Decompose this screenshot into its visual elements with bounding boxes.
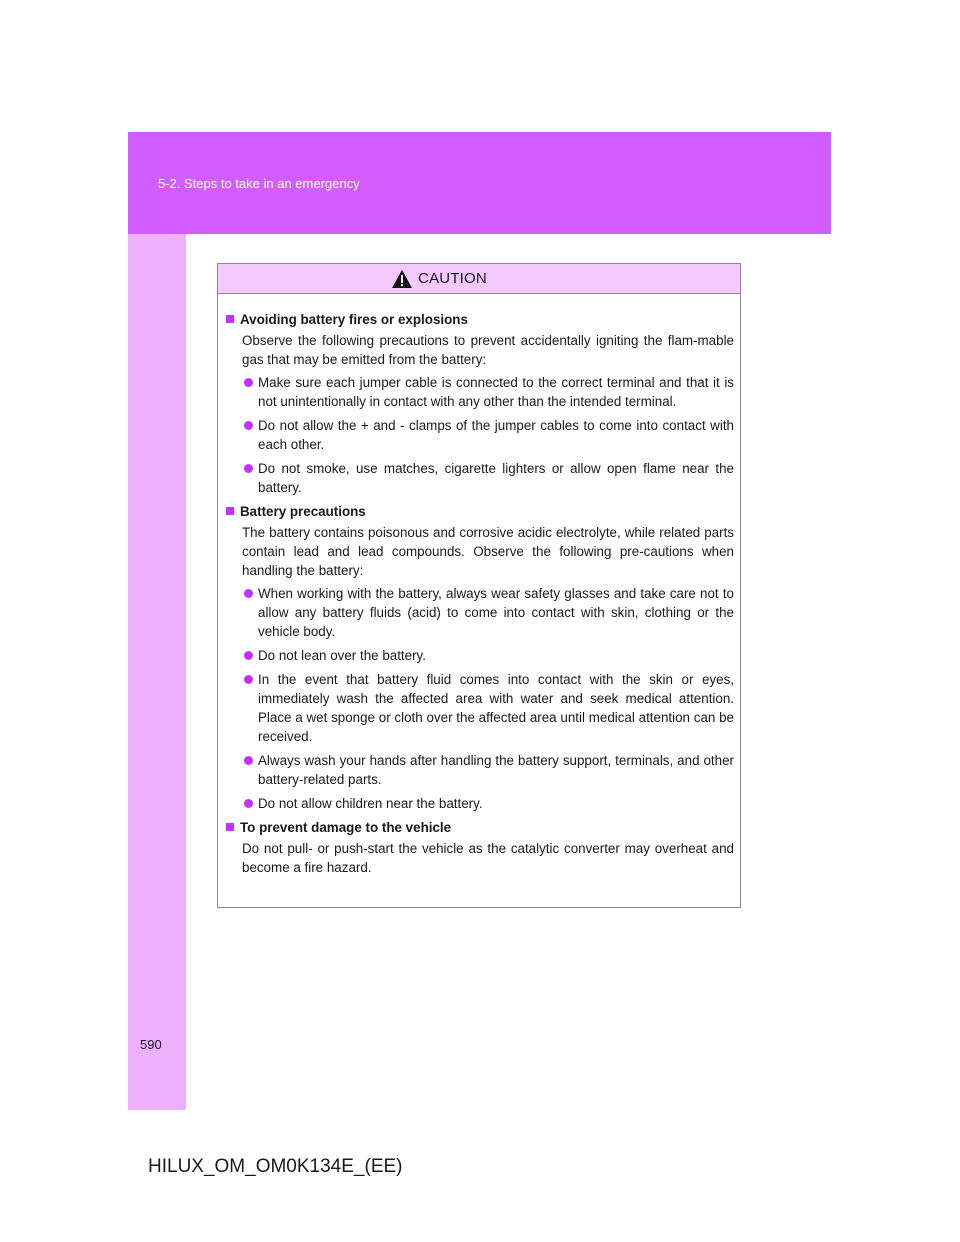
list-item — [242, 794, 734, 813]
list-item — [242, 459, 734, 497]
circle-bullet-icon — [244, 756, 253, 765]
section-paragraph: Observe the following precautions to prevent accidentally igniting the flam-mable gas that may be emitted from the battery: — [242, 333, 734, 367]
list-item — [242, 373, 734, 411]
section-paragraph: The battery contains poisonous and corrosive acidic electrolyte, while related parts contain lead and lead compounds. Observe the following pre-cautions when handling the battery: — [242, 525, 734, 578]
document-id: HILUX_OM_OM0K134E_(EE) — [148, 1156, 403, 1177]
section-heading-text: Avoiding battery fires or explosions — [240, 312, 468, 327]
circle-bullet-icon — [244, 799, 253, 808]
list-item — [242, 416, 734, 454]
circle-bullet-icon — [244, 464, 253, 473]
section-heading — [226, 502, 734, 521]
circle-bullet-icon — [244, 378, 253, 387]
circle-bullet-icon — [244, 651, 253, 660]
list-item-text: Always wash your hands after handling the battery support, terminals, and other battery-related parts. — [258, 753, 734, 787]
list-item-text: Make sure each jumper cable is connected to the correct terminal and that it is not unintentionally in contact with any other than the intended terminal. — [258, 375, 734, 409]
section-heading-text: Battery precautions — [240, 504, 366, 519]
page-number: 590 — [140, 1037, 162, 1052]
circle-bullet-icon — [244, 675, 253, 684]
list-item — [242, 751, 734, 789]
circle-bullet-icon — [244, 589, 253, 598]
section-heading — [226, 310, 734, 329]
square-bullet-icon — [226, 823, 234, 831]
caution-body — [218, 294, 740, 877]
caution-title: CAUTION — [418, 270, 487, 287]
list-item — [242, 584, 734, 641]
square-bullet-icon — [226, 315, 234, 323]
caution-section — [226, 310, 734, 497]
list-item-text: When working with the battery, always wear safety glasses and take care not to allow any battery fluids (acid) to come into contact with skin, clothing or the vehicle body. — [258, 586, 734, 639]
square-bullet-icon — [226, 507, 234, 515]
section-title: 5-2. Steps to take in an emergency — [158, 176, 360, 191]
caution-box — [217, 263, 741, 908]
list-item — [242, 670, 734, 746]
list-item-text: Do not lean over the battery. — [258, 648, 426, 663]
caution-section — [226, 502, 734, 813]
section-heading-text: To prevent damage to the vehicle — [240, 820, 452, 835]
section-heading — [226, 818, 734, 837]
list-item — [242, 646, 734, 665]
bullet-list — [242, 373, 734, 497]
list-item-text: Do not smoke, use matches, cigarette lighters or allow open flame near the battery. — [258, 461, 734, 495]
circle-bullet-icon — [244, 421, 253, 430]
list-item-text: In the event that battery fluid comes into contact with the skin or eyes, immediately wash the affected area with water and seek medical attention. Place a wet sponge or cloth over the affected area until medical attention can be received. — [258, 672, 734, 744]
header-band — [128, 132, 831, 234]
side-strip — [128, 234, 186, 1110]
warning-triangle-icon — [391, 269, 413, 289]
caution-header — [218, 264, 740, 294]
bullet-list — [242, 584, 734, 813]
section-paragraph: Do not pull- or push-start the vehicle as the catalytic converter may overheat and become a fire hazard. — [242, 841, 734, 875]
list-item-text: Do not allow children near the battery. — [258, 796, 483, 811]
list-item-text: Do not allow the + and - clamps of the jumper cables to come into contact with each other. — [258, 418, 734, 452]
caution-section — [226, 818, 734, 877]
